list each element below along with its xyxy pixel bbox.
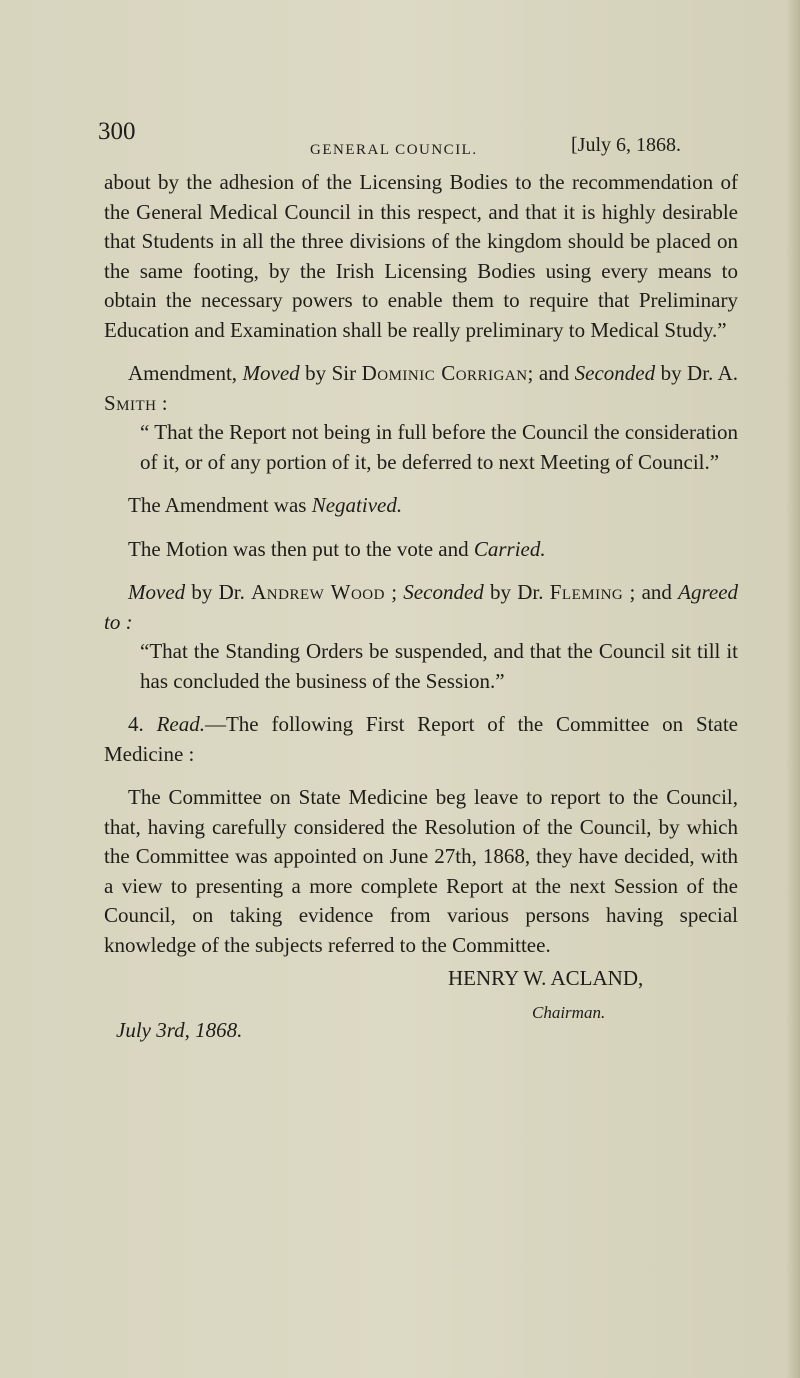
amendment-result-value: Negatived.: [311, 493, 403, 517]
amendment-prefix: Amendment,: [128, 361, 243, 385]
and-text: ; and: [527, 361, 575, 385]
by-text: by Sir: [299, 361, 362, 385]
mover-name: Andrew Wood: [251, 580, 385, 604]
amendment-result: [104, 491, 738, 521]
amendment-paragraph: [104, 359, 738, 418]
separator-text: ;: [384, 580, 404, 604]
seconded-label: Seconded: [574, 361, 656, 385]
read-label: Read.: [156, 712, 205, 736]
signature-date: July 3rd, 1868.: [116, 1018, 243, 1042]
paragraph-continuation: about by the adhesion of the Licensing Bodies to the recommendation of the General Medical Council in this respect, and that it is highly desirable that Students in all the three divisions of the kingdom should be placed on the same footing, by the Irish Licensing Bodies using every means to obtain the necessary powers to enable them to require that Preliminary Education and Examination shall be really preliminary to Medical Study.”: [104, 170, 738, 342]
moved-label: Moved: [128, 580, 186, 604]
motion2-paragraph: [104, 578, 738, 637]
item-4-text: —The following First Report of the Committee on State Medicine :: [104, 712, 738, 766]
by-text: by Dr.: [483, 580, 550, 604]
committee-report: The Committee on State Medicine beg leave to report to the Council, that, having carefully considered the Resolution of the Council, by which the Committee was appointed on June 27th, 1868, they have decided, with a view to presenting a more complete Report at the next Session of the Council, on taking evidence from various persons having special knowledge of the subjects referred to the Committee.: [104, 785, 738, 957]
item-4-paragraph: [104, 710, 738, 769]
page-edge: [786, 0, 800, 1378]
colon-text: :: [156, 390, 168, 415]
signatory-title: Chairman.: [532, 1003, 606, 1022]
seconder-name: Fleming: [549, 580, 624, 604]
signature-block: [104, 964, 738, 1060]
seconded-label: Seconded: [403, 580, 484, 604]
page-number: 300: [98, 118, 136, 145]
motion-result: [104, 535, 738, 565]
page-header: [0, 118, 800, 158]
amendment-result-text: The Amendment was: [128, 493, 312, 517]
motion-result-text: The Motion was then put to the vote and: [128, 536, 474, 561]
seconder-name: Smith: [104, 390, 157, 415]
by-text: by Dr.: [185, 580, 252, 604]
signatory-name: HENRY W. ACLAND,: [448, 966, 644, 990]
header-date: [July 6, 1868.: [571, 134, 681, 156]
moved-label: Moved: [242, 361, 300, 385]
item-number: 4.: [128, 712, 157, 736]
page-body: [104, 168, 738, 1060]
motion2-quote: “That the Standing Orders be suspended, and that the Council sit till it has concluded the business of the Session.”: [140, 639, 738, 693]
running-head: GENERAL COUNCIL.: [310, 142, 478, 158]
mover-name: Dominic Corrigan: [361, 361, 528, 385]
motion-result-value: Carried.: [473, 536, 546, 561]
by-text: by Dr. A.: [655, 361, 739, 385]
agreed-label: Agreed to :: [104, 580, 739, 634]
and-text: ; and: [623, 580, 672, 604]
amendment-quote: “ That the Report not being in full before the Council the consideration of it, or of any portion of it, be deferred to next Meeting of Council.”: [140, 420, 738, 474]
